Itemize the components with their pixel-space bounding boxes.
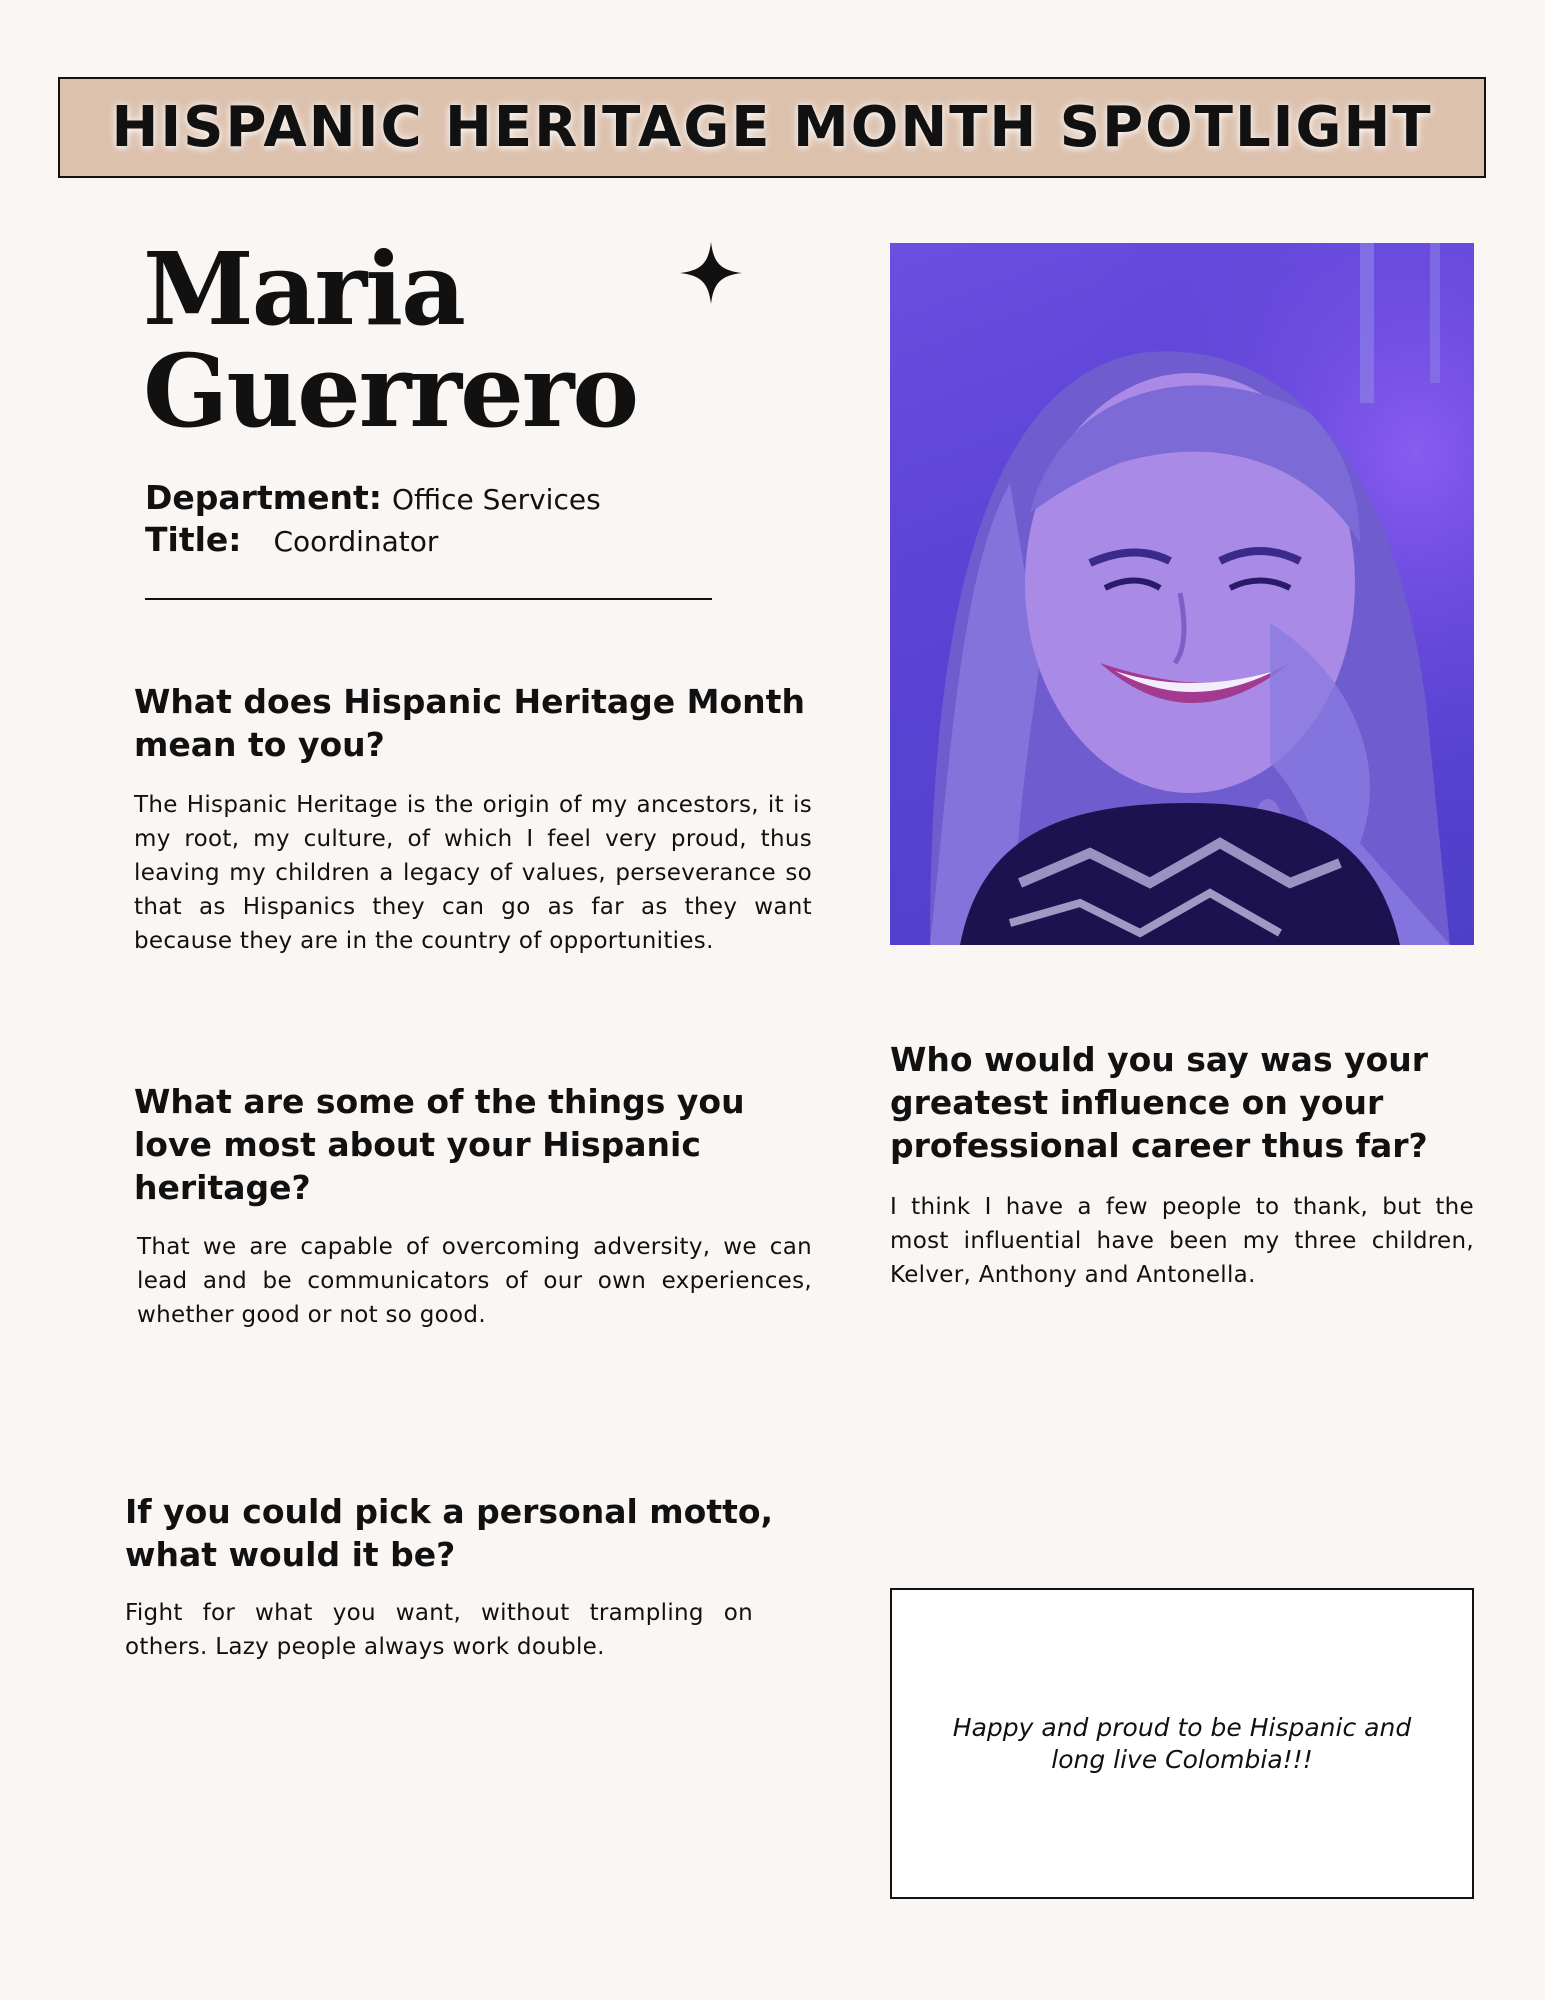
question-heading: If you could pick a personal motto, what would it be? [125,1492,774,1574]
first-name: Maria [143,230,464,348]
title-banner [58,77,1486,178]
title-label: Title: [145,520,242,559]
person-name [143,230,703,450]
question-heading: What does Hispanic Heritage Month mean to you? [134,682,805,764]
portrait-photo [890,243,1474,945]
question-heading: Who would you say was your greatest influence on your professional career thus far? [890,1040,1429,1165]
profile-meta [145,478,601,562]
portrait-illustration [890,243,1474,945]
title-row [145,520,601,562]
department-value: Office Services [391,483,601,516]
answer-text: The Hispanic Heritage is the origin of my ancestors, it is my root, my culture, of which I feel very proud, thus leaving my children a legacy of values, perseverance so that as Hispanics they can go as far as they want because they are in the country of opportunities. [134,792,812,954]
quote-box [890,1588,1474,1899]
department-row [145,478,601,520]
banner-title: HISPANIC HERITAGE MONTH SPOTLIGHT [111,95,1433,160]
answer-text: I think I have a few people to thank, but the most influential have been my three children, Kelver, Anthony and Antonella. [890,1194,1474,1288]
divider [145,598,712,600]
answer-text: Fight for what you want, without trampling on others. Lazy people always work double. [125,1600,753,1660]
department-label: Department: [145,478,382,517]
last-name: Guerrero [143,332,638,450]
answer-text: That we are capable of overcoming adversity, we can lead and be communicators of our own experiences, whether good or not so good. [137,1234,812,1328]
title-value: Coordinator [273,525,439,558]
sparkle-icon [680,242,742,304]
question-heading: What are some of the things you love most about your Hispanic heritage? [134,1082,745,1207]
quote-text: Happy and proud to be Hispanic and long live Colombia!!! [952,1712,1412,1774]
